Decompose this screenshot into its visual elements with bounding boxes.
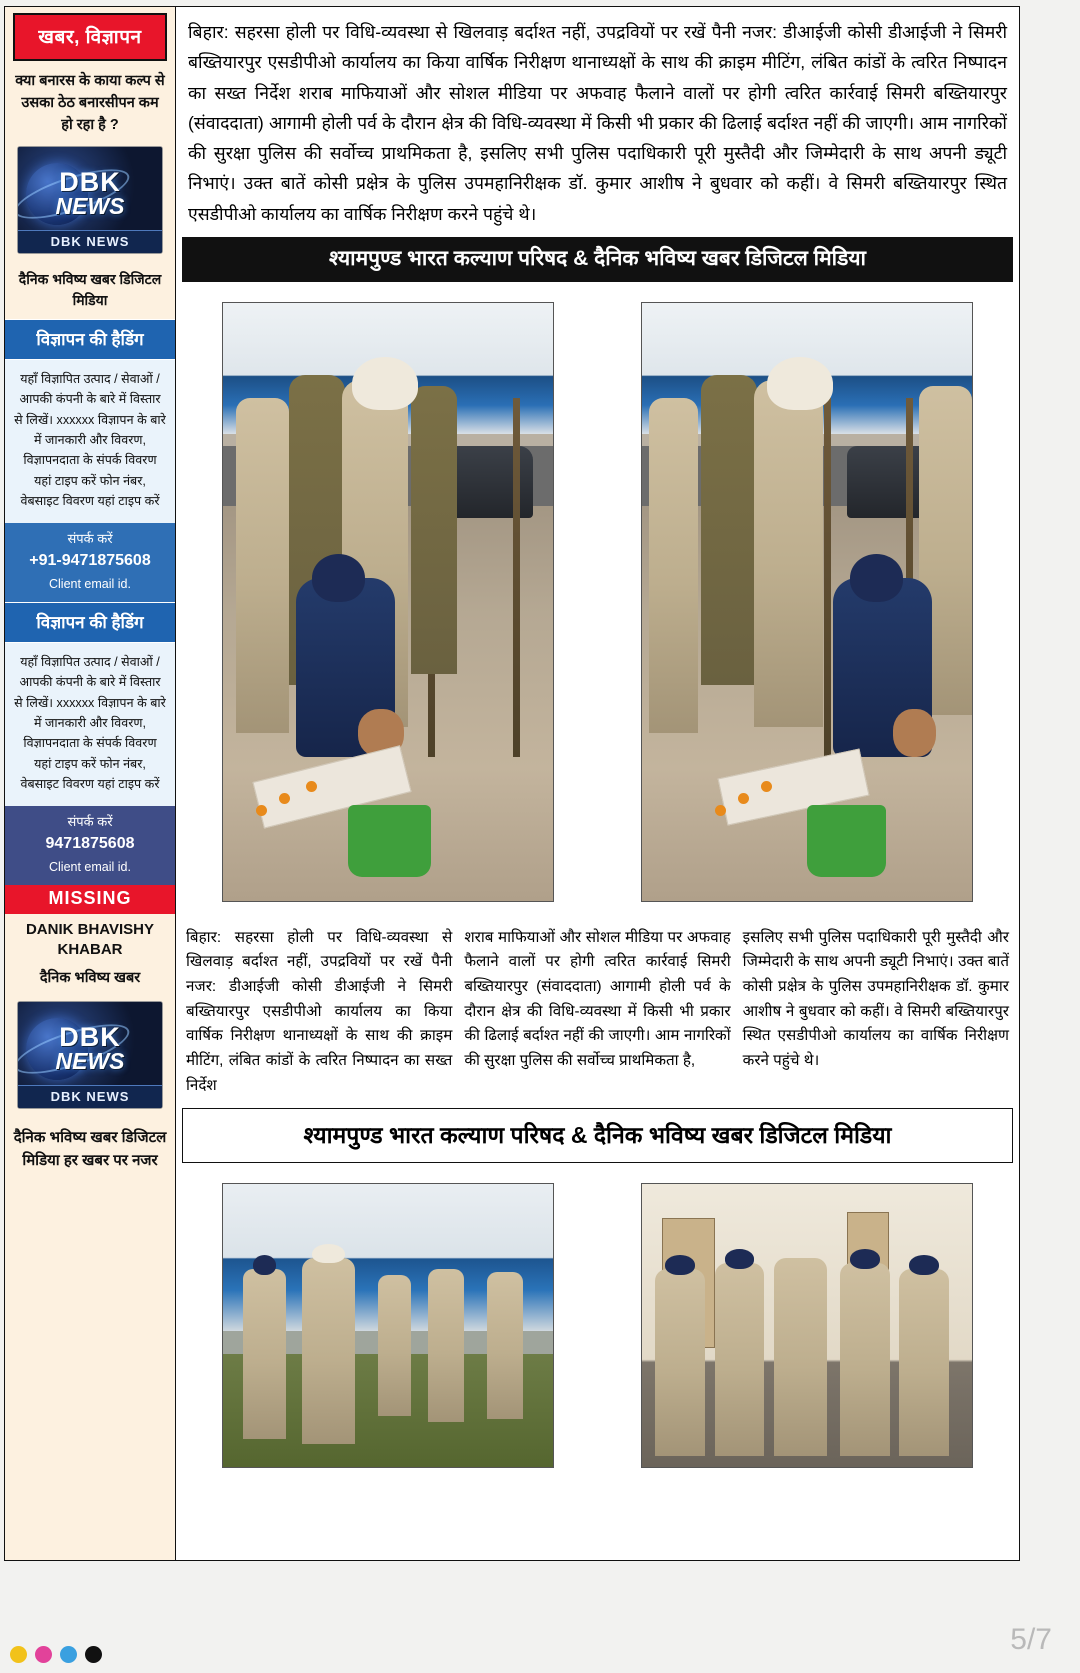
section-banner-2: श्यामपुण्ड भारत कल्याण परिषद & दैनिक भविष्य खबर डिजिटल मिडिया	[182, 1108, 1013, 1163]
photo-officer-1	[236, 398, 289, 733]
logo-strip-text-2: DBK NEWS	[18, 1085, 162, 1108]
photo-marigold-6	[761, 781, 772, 792]
photo-beret-3	[253, 1255, 276, 1275]
photo-peaked-cap-3	[312, 1244, 345, 1264]
photo-beret	[312, 554, 365, 602]
ad-1-email[interactable]: Client email id.	[49, 577, 131, 592]
photo-officer-16	[774, 1258, 827, 1456]
photo-row-bottom	[176, 1163, 1019, 1490]
ad-2-body: यहाँ विज्ञापित उत्पाद / सेवाओं / आपकी कंपनी के बारे में विस्तार से लिखें। xxxxxx विज्ञापन के बारे में जानकारी और विवरण, विज्ञापनदाता के संपर्क विवरण यहां टाइप करें फोन नंबर, वेबसाइट विवरण यहां टाइप करें	[5, 643, 175, 806]
photo-tree-3	[824, 398, 831, 757]
photo-officer-12	[428, 1269, 464, 1422]
photo-inspection-left	[222, 302, 554, 902]
article-column-2: शराब माफियाओं और सोशल मीडिया पर अफवाह फैलाने वालों पर होगी त्वरित कार्रवाई सिमरी बख्तियारपुर (संवाददाता) आगामी होली पर्व के दौरान क्षेत्र की विधि-व्यवस्था में किसी भी प्रकार की ढिलाई बर्दाश्त नहीं की जाएगी। आम नागरिकों की सुरक्षा पुलिस की सर्वोच्च प्राथमिकता है,	[464, 928, 731, 1069]
dbk-news-logo	[17, 146, 163, 254]
photo-parade-left	[222, 1183, 554, 1468]
masthead-badge: खबर, विज्ञापन	[13, 13, 167, 61]
photo-officer-11	[378, 1275, 411, 1417]
logo-brand-text-2: NEWS	[55, 193, 125, 220]
missing-banner: MISSING	[5, 885, 175, 914]
sidebar	[4, 6, 176, 1561]
dot-yellow	[10, 1646, 27, 1663]
photo-bucket-2	[807, 805, 886, 877]
logo-caption: दैनिक भविष्य खबर डिजिटल मिडिया	[18, 271, 162, 308]
photo-officer-18	[899, 1269, 949, 1456]
missing-subtitle: दैनिक भविष्य खबर	[39, 970, 141, 987]
photo-officer-9	[243, 1269, 286, 1439]
dot-magenta	[35, 1646, 52, 1663]
photo-officer-15	[715, 1263, 765, 1455]
sidebar-footer-caption: दैनिक भविष्य खबर डिजिटल मिडिया हर खबर पर नजर	[13, 1129, 167, 1169]
ad-2-heading: विज्ञापन की हैडिंग	[5, 602, 175, 643]
dot-cyan	[60, 1646, 77, 1663]
logo-brand-text-3: DBK	[59, 1022, 121, 1053]
color-dots	[10, 1646, 102, 1663]
photo-officer-5	[649, 398, 699, 733]
photo-officer-7	[754, 380, 823, 727]
photo-corridor-right	[641, 1183, 973, 1468]
ad-1-heading: विज्ञापन की हैडिंग	[5, 319, 175, 360]
photo-marigold-3	[306, 781, 317, 792]
ad-2-contact-label: संपर्क करें	[67, 813, 113, 829]
logo-brand-text: DBK	[59, 167, 121, 198]
newspaper-page	[4, 6, 1020, 1561]
photo-beret-7	[909, 1255, 939, 1275]
ad-1-contact	[5, 523, 175, 602]
photo-beret-4	[665, 1255, 695, 1275]
photo-marigold	[256, 805, 267, 816]
photo-peaked-cap	[352, 357, 418, 411]
ad-1-contact-label: संपर्क करें	[67, 530, 113, 546]
photo-beret-6	[850, 1249, 880, 1269]
photo-beret-2	[850, 554, 903, 602]
photo-marigold-5	[738, 793, 749, 804]
photo-tree-2	[513, 398, 520, 757]
ad-1-phone[interactable]: +91-9471875608	[29, 552, 151, 570]
dot-black	[85, 1646, 102, 1663]
logo-strip-text: DBK NEWS	[18, 230, 162, 253]
lead-article-text: बिहार: सहरसा होली पर विधि-व्यवस्था से खिलवाड़ बर्दाश्त नहीं, उपद्रवियों पर रखें पैनी नजर: डीआईजी कोसी डीआईजी ने सिमरी बख्तियारपुर एसडीपीओ कार्यालय का किया वार्षिक निरीक्षण थानाध्यक्षों के साथ की क्राइम मीटिंग, लंबित कांडों के त्वरित निष्पादन का सख्त निर्देश शराब माफियाओं और सोशल मीडिया पर अफवाह फैलाने वालों पर होगी त्वरित कार्रवाई सिमरी बख्तियारपुर (संवाददाता) आगामी होली पर्व के दौरान क्षेत्र की विधि-व्यवस्था में किसी भी प्रकार की ढिलाई बर्दाश्त नहीं की जाएगी। आम नागरिकों की सुरक्षा पुलिस की सर्वोच्च प्राथमिकता है, इसलिए सभी पुलिस पदाधिकारी पूरी मुस्तैदी और जिम्मेदारी के साथ अपनी ड्यूटी निभाएं। उक्त बातें कोसी प्रक्षेत्र के पुलिस उपमहानिरीक्षक डॉ. कुमार आशीष ने बुधवार को कहीं। वे सिमरी बख्तियारपुर स्थित एसडीपीओ कार्यालय का वार्षिक निरीक्षण करने पहुंचे थे।	[188, 22, 1007, 224]
ad-2-contact	[5, 806, 175, 885]
article-column-3: इसलिए सभी पुलिस पदाधिकारी पूरी मुस्तैदी और जिम्मेदारी के साथ अपनी ड्यूटी निभाएं। उक्त बातें कोसी प्रक्षेत्र के पुलिस उपमहानिरीक्षक डॉ. कुमार आशीष ने बुधवार को कहीं। वे सिमरी बख्तियारपुर स्थित एसडीपीओ कार्यालय का वार्षिक निरीक्षण करने पहुंचे थे।	[742, 928, 1009, 1069]
main-column	[176, 6, 1020, 1561]
photo-bucket	[348, 805, 431, 877]
photo-inspection-right	[641, 302, 973, 902]
ad-2-email[interactable]: Client email id.	[49, 860, 131, 875]
sidebar-teaser: क्या बनारस के काया कल्प से उसका ठेठ बनारसीपन कम हो रहा है ?	[15, 73, 165, 133]
photo-officer-13	[487, 1272, 523, 1419]
photo-row-top	[176, 286, 1019, 918]
photo-hand-2	[893, 709, 936, 757]
dbk-news-logo-2	[17, 1001, 163, 1109]
article-columns	[176, 918, 1019, 1104]
ad-1-body: यहाँ विज्ञापित उत्पाद / सेवाओं / आपकी कंपनी के बारे में विस्तार से लिखें। xxxxxx विज्ञापन के बारे में जानकारी और विवरण, विज्ञापनदाता के संपर्क विवरण यहां टाइप करें फोन नंबर, वेबसाइट विवरण यहां टाइप करें	[5, 360, 175, 523]
photo-officer-6	[701, 375, 757, 686]
logo-brand-text-4: NEWS	[55, 1048, 125, 1075]
section-banner-1: श्यामपुण्ड भारत कल्याण परिषद & दैनिक भविष्य खबर डिजिटल मिडिया	[182, 237, 1013, 282]
photo-officer-14	[655, 1269, 705, 1456]
photo-officer-10	[302, 1258, 355, 1445]
missing-title: DANIK BHAVISHY KHABAR	[25, 920, 155, 959]
ad-2-phone[interactable]: 9471875608	[45, 835, 135, 853]
photo-peaked-cap-2	[767, 357, 833, 411]
photo-officer-4	[411, 386, 457, 673]
photo-officer-17	[840, 1263, 890, 1455]
page-number: 5/7	[1010, 1623, 1052, 1656]
photo-beret-5	[725, 1249, 755, 1269]
photo-marigold-4	[715, 805, 726, 816]
article-column-1: बिहार: सहरसा होली पर विधि-व्यवस्था से खिलवाड़ बर्दाश्त नहीं, उपद्रवियों पर रखें पैनी नजर: डीआईजी कोसी डीआईजी ने सिमरी बख्तियारपुर एसडीपीओ कार्यालय का किया वार्षिक निरीक्षण थानाध्यक्षों के साथ की क्राइम मीटिंग, लंबित कांडों के त्वरित निष्पादन का सख्त निर्देश	[186, 928, 453, 1094]
